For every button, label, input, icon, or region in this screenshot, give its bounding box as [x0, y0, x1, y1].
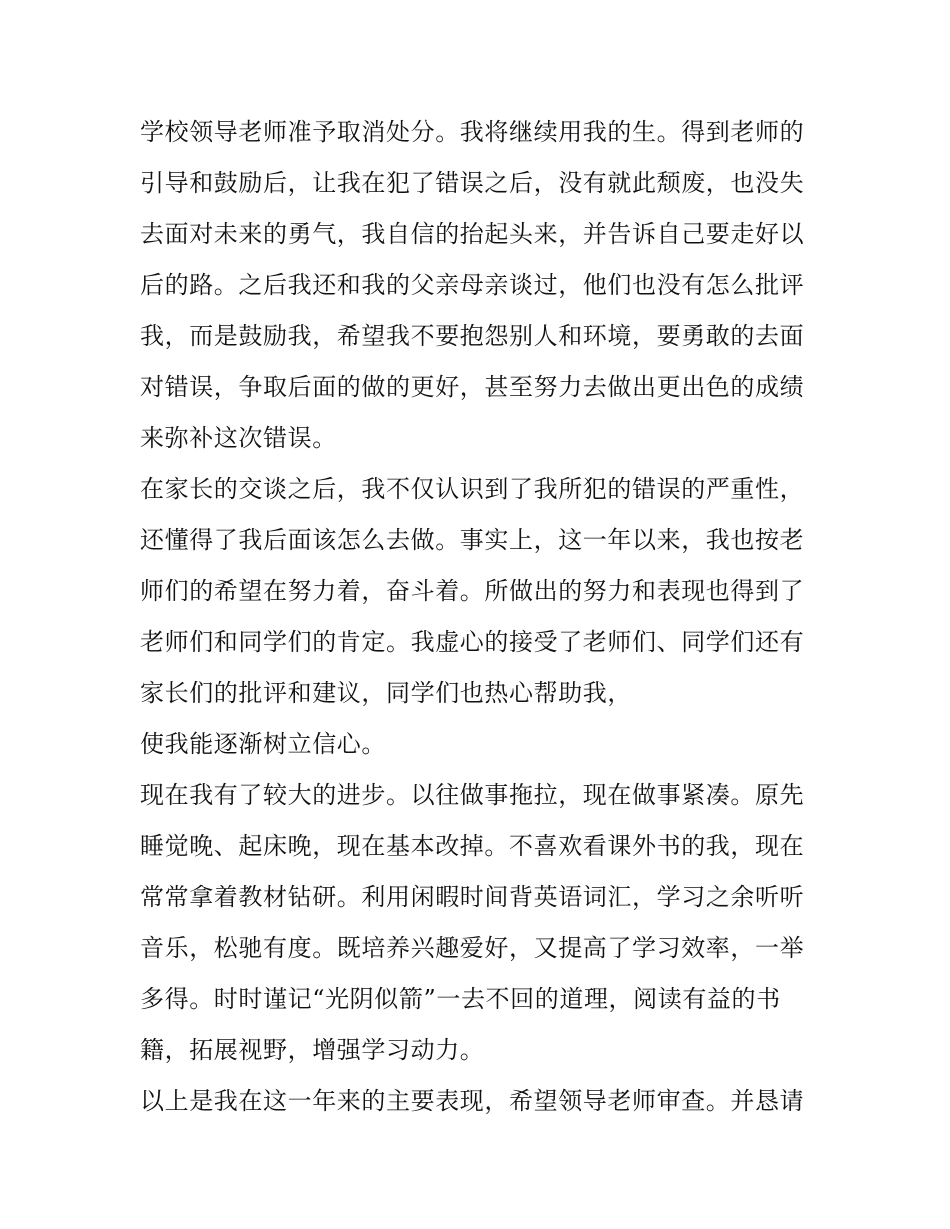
- text-line: 还懂得了我后面该怎么去做。事实上，这一年以来，我也按老: [140, 526, 805, 554]
- text-line: 去面对未来的勇气，我自信的抬起头来，并告诉自己要走好以: [140, 220, 805, 248]
- text-line: 籍，拓展视野，增强学习动力。: [140, 1036, 485, 1064]
- text-line: 家长们的批评和建议，同学们也热心帮助我，: [140, 679, 632, 707]
- text-line: 现在我有了较大的进步。以往做事拖拉，现在做事紧凑。原先: [140, 781, 805, 809]
- text-line: 老师们和同学们的肯定。我虚心的接受了老师们、同学们还有: [140, 628, 805, 656]
- text-line: 多得。时时谨记“光阴似箭”一去不回的道理，阅读有益的书: [140, 985, 781, 1013]
- text-line: 以上是我在这一年来的主要表现，希望领导老师审查。并恳请: [140, 1087, 805, 1115]
- body-text: [140, 107, 820, 1127]
- text-line: 对错误，争取后面的做的更好，甚至努力去做出更出色的成绩: [140, 373, 805, 401]
- text-line: 引导和鼓励后，让我在犯了错误之后，没有就此颓废，也没失: [140, 169, 805, 197]
- text-line: 音乐，松驰有度。既培养兴趣爱好，又提高了学习效率，一举: [140, 934, 805, 962]
- text-line: 在家长的交谈之后，我不仅认识到了我所犯的错误的严重性，: [140, 475, 805, 503]
- text-line: 学校领导老师准予取消处分。我将继续用我的生。得到老师的: [140, 118, 805, 146]
- text-line: 师们的希望在努力着，奋斗着。所做出的努力和表现也得到了: [140, 577, 805, 605]
- text-line: 使我能逐渐树立信心。: [140, 730, 386, 758]
- text-line: 我，而是鼓励我，希望我不要抱怨别人和环境，要勇敢的去面: [140, 322, 805, 350]
- text-line: 常常拿着教材钻研。利用闲暇时间背英语词汇，学习之余听听: [140, 883, 805, 911]
- text-line: 来弥补这次错误。: [140, 424, 337, 452]
- text-line: 后的路。之后我还和我的父亲母亲谈过，他们也没有怎么批评: [140, 271, 805, 299]
- text-line: 睡觉晚、起床晚，现在基本改掉。不喜欢看课外书的我，现在: [140, 832, 805, 860]
